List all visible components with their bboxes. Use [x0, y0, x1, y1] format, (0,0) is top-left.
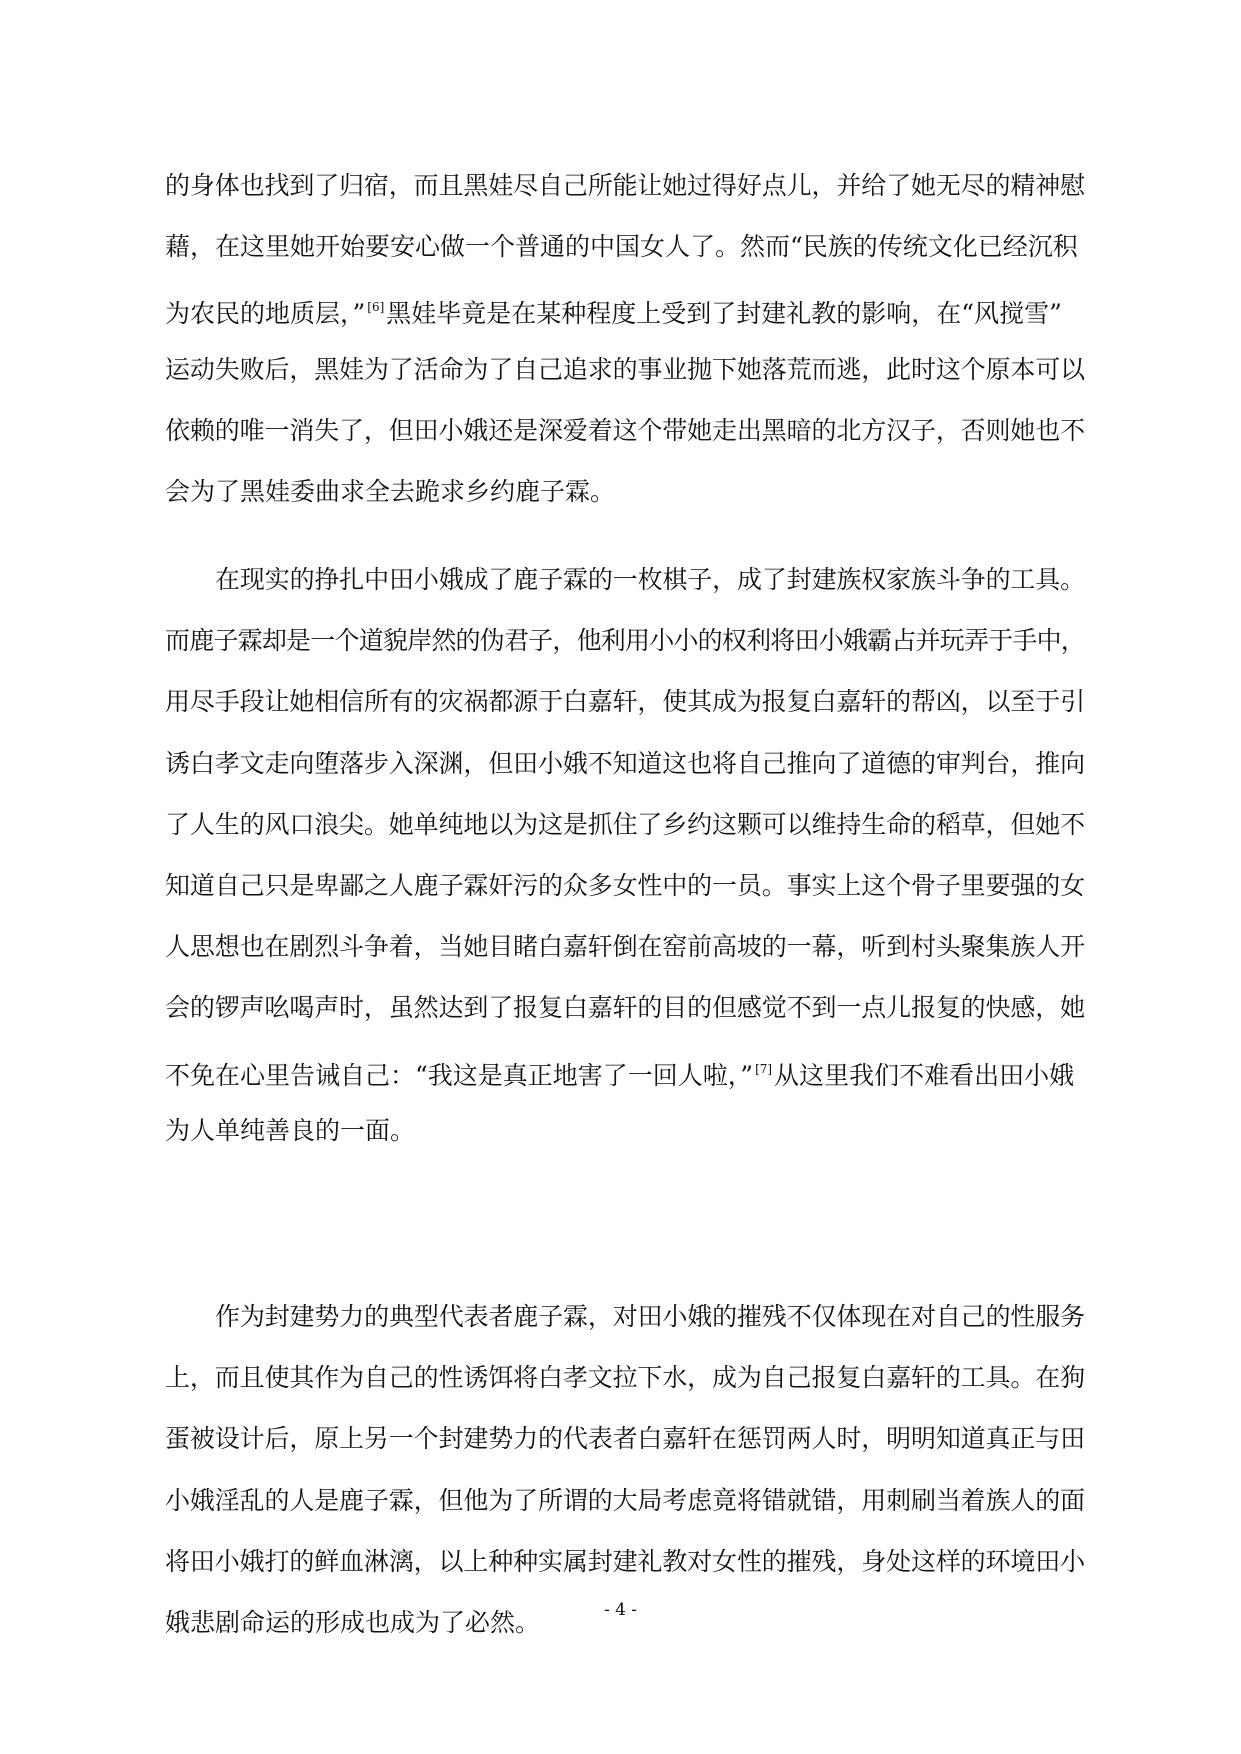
text-run: 从这里我们不难看出田小娥: [774, 1060, 1075, 1090]
page-number: - 4 -: [603, 1600, 638, 1620]
paragraph-3-line-2: [165, 1347, 1085, 1408]
text-run: 藉，在这里她开始要安心做一个普通的中国女人了。然而“民族的传统文化已经沉积: [165, 232, 1078, 262]
text-run: 为农民的地质层，”: [165, 299, 366, 329]
text-run: 的身体也找到了归宿，而且黑娃尽自己所能让她过得好点儿，并给了她无尽的精神慰: [165, 171, 1086, 200]
text-run: 人思想也在剧烈斗争着，当她目睹白嘉轩倒在窑前高坡的一幕，听到村头聚集族人开: [165, 932, 1086, 962]
paragraph-2-line-9: [165, 1039, 1085, 1100]
text-run: 作为封建势力的典型代表者鹿子霖，对田小娥的摧残不仅体现在对自己的性服务: [215, 1302, 1085, 1331]
text-run: 诱白孝文走向堕落步入深渊，但田小娥不知道这也将自己推向了道德的审判台，推向: [165, 748, 1086, 778]
paragraph-1-line-5: [165, 400, 1085, 461]
text-run: 蛋被设计后，原上另一个封建势力的代表者白嘉轩在惩罚两人时，明明知道真正与田: [165, 1424, 1086, 1454]
text-run: 黑娃毕竟是在某种程度上受到了封建礼教的影响，在“风搅雪”: [386, 299, 1062, 329]
text-run: 不免在心里告诫自己：“我这是真正地害了一回人啦，”: [165, 1060, 754, 1090]
paragraph-2-line-10: [165, 1100, 1085, 1161]
text-run: 小娥淫乱的人是鹿子霖，但他为了所谓的大局考虑竟将错就错，用刺刷当着族人的面: [165, 1485, 1086, 1515]
paragraph-1-line-3: [165, 277, 1085, 338]
paragraph-3-line-1: [165, 1286, 1085, 1347]
paragraph-1: [165, 155, 1085, 522]
citation-marker: [7]: [755, 1061, 773, 1076]
text-run: 上，而且使其作为自己的性诱饵将白孝文拉下水，成为自己报复白嘉轩的工具。在狗: [165, 1363, 1086, 1393]
paragraph-1-line-6: [165, 461, 1085, 522]
text-run: 运动失败后，黑娃为了活命为了自己追求的事业抛下她落荒而逃，此时这个原本可以: [165, 354, 1086, 384]
paragraph-2-line-8: [165, 977, 1085, 1038]
text-run: 了人生的风口浪尖。她单纯地以为这是抓住了乡约这颗可以维持生命的稻草，但她不: [165, 809, 1086, 839]
text-run: 将田小娥打的鲜血淋漓，以上种种实属封建礼教对女性的摧残，身处这样的环境田小: [165, 1546, 1086, 1576]
text-run: 为人单纯善良的一面。: [165, 1115, 416, 1145]
paragraph-2-line-5: [165, 794, 1085, 855]
paragraph-3-line-5: [165, 1531, 1085, 1592]
text-run: 知道自己只是卑鄙之人鹿子霖奸污的众多女性中的一员。事实上这个骨子里要强的女: [165, 870, 1086, 900]
paragraph-2: [165, 549, 1085, 1161]
paragraph-1-line-1: [165, 155, 1085, 216]
text-run: 在现实的挣扎中田小娥成了鹿子霖的一枚棋子，成了封建族权家族斗争的工具。: [215, 565, 1085, 594]
paragraph-2-line-7: [165, 916, 1085, 977]
citation-marker: [6]: [367, 300, 385, 315]
paragraph-2-line-6: [165, 855, 1085, 916]
text-run: 而鹿子霖却是一个道貌岸然的伪君子，他利用小小的权利将田小娥霸占并玩弄于手中，: [165, 626, 1086, 656]
paragraph-3-line-3: [165, 1408, 1085, 1469]
text-run: 会的锣声吆喝声时，虽然达到了报复白嘉轩的目的但感觉不到一点儿报复的快感，她: [165, 993, 1086, 1023]
paragraph-2-line-3: [165, 671, 1085, 732]
text-run: 用尽手段让她相信所有的灾祸都源于白嘉轩，使其成为报复白嘉轩的帮凶，以至于引: [165, 687, 1086, 717]
paragraph-2-line-1: [165, 549, 1085, 610]
paragraph-3: [165, 1286, 1085, 1653]
text-run: 会为了黑娃委曲求全去跪求乡约鹿子霖。: [165, 476, 616, 506]
paragraph-1-line-2: [165, 216, 1085, 277]
paragraph-2-line-4: [165, 733, 1085, 794]
paragraph-3-line-4: [165, 1470, 1085, 1531]
text-run: 依赖的唯一消失了，但田小娥还是深爱着这个带她走出黑暗的北方汉子，否则她也不: [165, 415, 1086, 445]
paragraph-2-line-2: [165, 610, 1085, 671]
text-run: 娥悲剧命运的形成也成为了必然。: [165, 1607, 541, 1637]
paragraph-1-line-4: [165, 339, 1085, 400]
